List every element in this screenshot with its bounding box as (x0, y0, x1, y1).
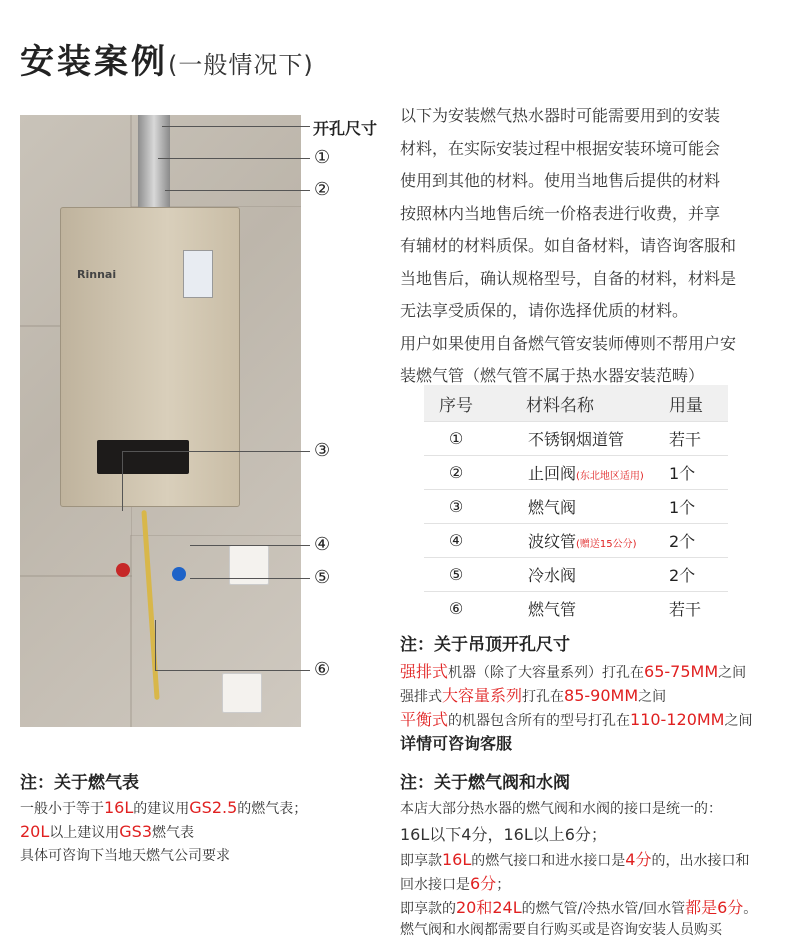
cell-no: ⑤ (424, 558, 488, 592)
callout-line-kaikong (162, 126, 310, 127)
title-sub: (一般情况下) (168, 51, 314, 79)
intro-line: 装燃气管（燃气管不属于热水器安装范畴） (400, 366, 705, 385)
note-meter-line-1 (20, 798, 307, 818)
flue-pipe (138, 115, 170, 211)
brand-logo: Rinnai (77, 268, 117, 281)
callout-line-2 (165, 190, 310, 191)
note-ceiling-line-1 (400, 659, 746, 682)
table-row (424, 422, 728, 456)
text-plain: ； (496, 877, 511, 893)
installation-photo (20, 115, 301, 727)
callout-6: ⑥ (314, 659, 331, 680)
note-valve-line-6: 燃气阀和水阀都需要自行购买或是咨询安装人员购买 (400, 922, 722, 938)
text-red: 20L (20, 822, 50, 841)
intro-line: 使用到其他的材料。使用当地售后提供的材料 (400, 171, 721, 190)
callout-line-6 (155, 670, 310, 671)
cell-name (488, 456, 668, 490)
text-red: 20和24L (456, 898, 522, 917)
material-name: 波纹管 (528, 532, 577, 551)
text-red: 85-90MM (564, 686, 639, 705)
text-plain: 的燃气接口和进水接口是 (471, 853, 626, 869)
col-header-no: 序号 (424, 385, 488, 422)
material-name: 冷水阀 (528, 566, 577, 585)
note-meter-heading: 注：关于燃气表 (20, 773, 139, 793)
intro-line: 有辅材的材料质保。如自备材料，请咨询客服和 (400, 236, 737, 255)
note-meter-line-2 (20, 822, 194, 842)
text-plain: 的建议用 (133, 801, 190, 817)
text-plain: 的，出水接口和 (651, 853, 750, 869)
water-heater (60, 207, 240, 507)
text-plain: 之间 (638, 689, 667, 705)
cell-no: ④ (424, 524, 488, 558)
table-row (424, 456, 728, 490)
cell-name (488, 592, 668, 626)
note-ceiling-line-2 (400, 683, 666, 706)
text-plain: 燃气表 (152, 825, 195, 841)
text-red: 16L (442, 850, 472, 869)
text-plain: 打孔在 (522, 689, 565, 705)
callout-1: ① (314, 147, 331, 168)
callout-line-5 (190, 578, 310, 579)
cell-name (488, 524, 668, 558)
callout-line-6-v (155, 620, 156, 670)
table-row (424, 524, 728, 558)
text-plain: 的机器包含所有的型号打孔在 (448, 713, 631, 729)
page-title (20, 34, 314, 83)
note-ceiling-heading: 注：关于吊顶开孔尺寸 (400, 635, 570, 655)
callout-kaikong: 开孔尺寸 (313, 119, 378, 138)
material-name: 燃气阀 (528, 498, 577, 517)
callout-5: ⑤ (314, 567, 331, 588)
cell-no: ⑥ (424, 592, 488, 626)
note-valve-line-4 (400, 871, 510, 894)
note-ceiling-line-4: 详情可咨询客服 (400, 734, 513, 753)
note-valve-heading: 注：关于燃气阀和水阀 (400, 773, 570, 793)
material-name: 不锈钢烟道管 (528, 430, 625, 449)
material-name: 燃气管 (528, 600, 577, 619)
cell-qty: 2个 (668, 558, 728, 592)
note-ceiling-line-3 (400, 707, 752, 730)
energy-label (183, 250, 213, 298)
callout-2: ② (314, 179, 331, 200)
text-plain: 以上建议用 (49, 825, 120, 841)
text-plain: 强排式 (400, 689, 442, 705)
hot-valve-icon (116, 563, 130, 577)
cell-qty: 若干 (668, 422, 728, 456)
cell-name (488, 422, 668, 456)
callout-line-3-v (122, 451, 123, 511)
text-plain: 的燃气管/冷热水管/回水管 (521, 901, 686, 917)
text-red: 大容量系列 (442, 686, 523, 705)
cell-no: ① (424, 422, 488, 456)
power-socket (229, 545, 269, 585)
text-red: GS2.5 (189, 798, 238, 817)
intro-line: 无法享受质保的，请你选择优质的材料。 (400, 301, 689, 320)
cell-qty: 若干 (668, 592, 728, 626)
intro-line: 以下为安装燃气热水器时可能需要用到的安装 (400, 106, 721, 125)
callout-line-1 (158, 158, 310, 159)
table-row (424, 490, 728, 524)
table-row (424, 558, 728, 592)
callout-4: ④ (314, 534, 331, 555)
text-red: 都是6分 (685, 898, 744, 917)
text-plain: 之间 (724, 713, 753, 729)
cold-valve-icon (172, 567, 186, 581)
material-note: (赠送15公分) (576, 539, 637, 550)
material-note: (东北地区适用) (576, 471, 644, 482)
table-row (424, 592, 728, 626)
wall-tile (20, 575, 132, 727)
cell-no: ② (424, 456, 488, 490)
col-header-qty: 用量 (668, 385, 728, 422)
cell-qty: 1个 (668, 456, 728, 490)
text-plain: 。 (743, 901, 758, 917)
text-red: 平衡式 (400, 710, 449, 729)
text-plain: 之间 (718, 665, 747, 681)
text-red: 6分 (470, 874, 497, 893)
text-plain: 的燃气表； (237, 801, 308, 817)
callout-line-4 (190, 545, 310, 546)
materials-table (424, 385, 728, 625)
cell-qty: 2个 (668, 524, 728, 558)
text-red: 4分 (625, 850, 652, 869)
text-plain: 即享款的 (400, 901, 456, 917)
note-valve-line-5 (400, 895, 757, 918)
intro-line: 当地售后，确认规格型号，自备的材料，材料是 (400, 268, 737, 288)
cell-qty: 1个 (668, 490, 728, 524)
table-header-row (424, 385, 728, 422)
cell-no: ③ (424, 490, 488, 524)
callout-3: ③ (314, 440, 331, 461)
callout-line-3 (122, 451, 310, 452)
note-valve-line-2: 16L以下4分，16L以上6分； (400, 825, 607, 844)
intro-line: 材料，在实际安装过程中根据安装环境可能会 (400, 138, 721, 158)
text-red: 强排式 (400, 662, 449, 681)
cell-name (488, 490, 668, 524)
text-red: 16L (104, 798, 134, 817)
intro-line: 用户如果使用自备燃气管安装师傅则不帮用户安 (400, 333, 737, 353)
text-plain: 机器（除了大容量系列）打孔在 (448, 665, 645, 681)
note-meter-line-3: 具体可咨询下当地天燃气公司要求 (20, 848, 230, 864)
material-name: 止回阀 (528, 464, 577, 483)
text-plain: 回水接口是 (400, 877, 470, 893)
heater-display (97, 440, 189, 474)
power-socket (222, 673, 262, 713)
text-plain: 一般小于等于 (20, 801, 104, 817)
cell-name (488, 558, 668, 592)
intro-line: 按照林内当地售后统一价格表进行收费，并享 (400, 203, 721, 223)
text-red: 110-120MM (630, 710, 725, 729)
title-main: 安装案例 (20, 42, 168, 82)
note-valve-line-3 (400, 847, 749, 870)
intro-paragraph (400, 100, 772, 393)
text-red: GS3 (119, 822, 153, 841)
text-plain: 即享款 (400, 853, 442, 869)
text-red: 65-75MM (644, 662, 719, 681)
col-header-name: 材料名称 (488, 385, 668, 422)
note-valve-line-1: 本店大部分热水器的燃气阀和水阀的接口是统一的： (400, 801, 722, 817)
